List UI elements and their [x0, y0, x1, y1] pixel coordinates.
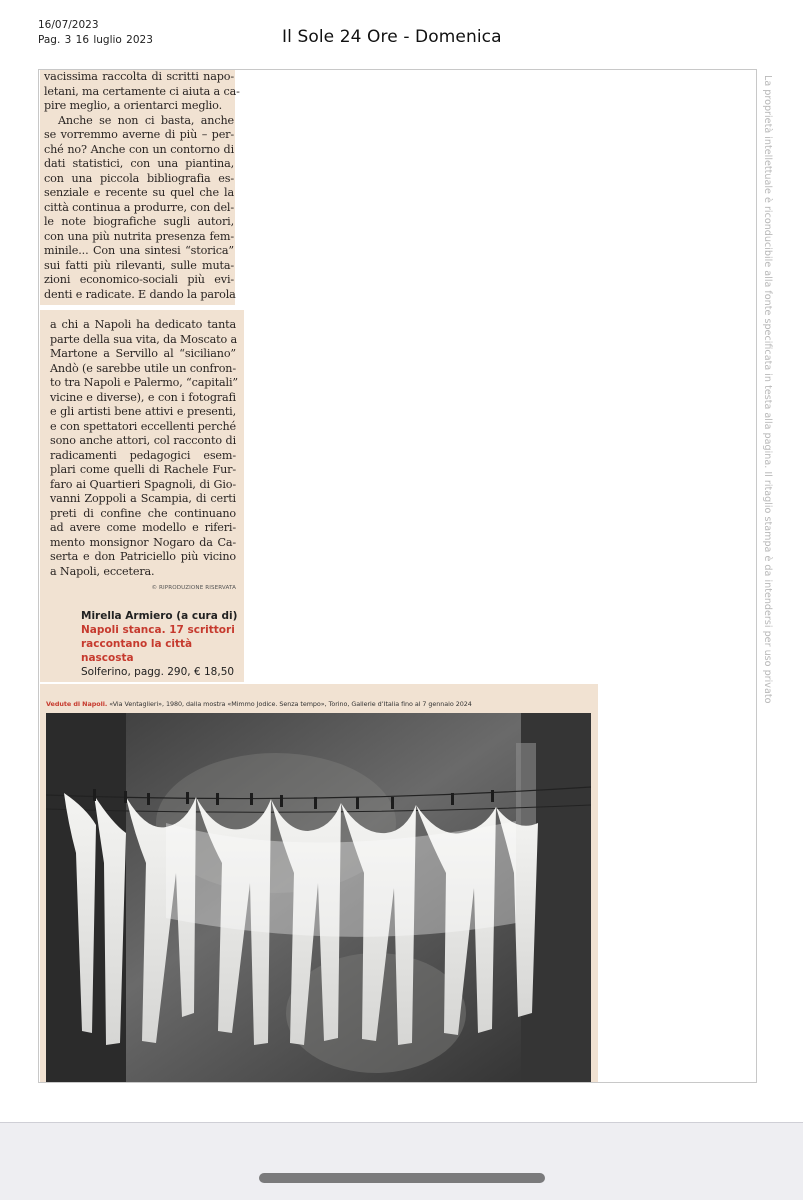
copyright-side-note: La proprietà intellettuale è riconducibile alla fonte specificata in testa alla pagina. Il ritaglio stampa è da intendersi per uso privato: [762, 75, 773, 704]
article-line: plari come quelli di Rachele Fur-: [50, 463, 236, 476]
article-line: to tra Napoli e Palermo, “capitali”: [50, 376, 238, 389]
article-column-bottom: [40, 310, 244, 682]
book-publisher-info: Solferino, pagg. 290, € 18,50: [81, 666, 235, 678]
article-column-top: [40, 70, 240, 305]
article-line: Andò (e sarebbe utile un confron-: [50, 361, 236, 375]
article-line: vacissima raccolta di scritti napo-: [44, 70, 234, 83]
article-line: faro ai Quartieri Spagnoli, di Gio-: [50, 477, 236, 491]
article-line: senziale e recente su quel che la: [44, 186, 234, 199]
home-indicator[interactable]: [259, 1173, 545, 1183]
book-box: [81, 609, 244, 680]
laundry-photo: [46, 713, 591, 1082]
article-line: parte della sua vita, da Moscato a: [50, 332, 237, 346]
article-line: e gli artisti bene attivi e presenti,: [50, 405, 236, 418]
caption-highlight: Vedute di Napoli.: [46, 700, 108, 708]
article-line: letani, ma certamente ci aiuta a ca-: [44, 84, 240, 98]
article-line: a chi a Napoli ha dedicato tanta: [50, 318, 236, 331]
article-line: e con spettatori eccellenti perché: [50, 419, 236, 433]
article-line: a Napoli, eccetera.: [50, 564, 155, 578]
article-line: pire meglio, a orientarci meglio.: [44, 99, 222, 112]
article-line: le note biografiche sugli autori,: [44, 215, 234, 228]
article-line: ché no? Anche con un contorno di: [44, 142, 234, 156]
photo-caption: [46, 700, 472, 708]
photo-clipping: [40, 684, 598, 1082]
article-line: con una più nutrita presenza fem-: [44, 229, 234, 243]
article-line: radicamenti pedagogici esem-: [50, 448, 236, 462]
article-line: preti di confine che continuano: [50, 506, 236, 520]
article-line: serta e don Patriciello più vicino: [50, 550, 236, 563]
article-line: vanni Zoppoli a Scampia, di certi: [50, 492, 236, 505]
article-line: con una piccola bibliografia es-: [44, 171, 234, 185]
book-title-line2: raccontano la città nascosta: [81, 638, 193, 664]
article-line: se vorremmo averne di più – per-: [44, 128, 234, 141]
copyright-notice: © RIPRODUZIONE RISERVATA: [151, 585, 236, 591]
article-line: ad avere come modello e riferi-: [50, 521, 236, 534]
article-line: Anche se non ci basta, anche: [58, 113, 234, 127]
publication-title: Il Sole 24 Ore - Domenica: [282, 27, 502, 47]
article-line: Martone a Servillo al “siciliano”: [50, 347, 236, 360]
article-line: sui fatti più rilevanti, sulle muta-: [44, 258, 234, 272]
article-line: minile... Con una sintesi “storica”: [44, 244, 234, 257]
page-reference: Pag. 3 16 luglio 2023: [38, 34, 153, 46]
article-line: sono anche attori, col racconto di: [50, 434, 236, 447]
article-line: mento monsignor Nogaro da Ca-: [50, 535, 236, 549]
page-edge: [0, 1122, 803, 1123]
article-line: vicine e diverse), e con i fotografi: [50, 390, 236, 404]
book-title-line1: Napoli stanca. 17 scrittori: [81, 624, 235, 636]
article-line: dati statistici, con una piantina,: [44, 157, 234, 170]
book-author: Mirella Armiero (a cura di): [81, 610, 238, 622]
caption-text: «Via Ventaglieri», 1980, dalla mostra «Mimmo Jodice. Senza tempo», Torino, Gallerie d’Italia fino al 7 gennaio 2024: [107, 700, 472, 708]
article-line: denti e radicate. E dando la parola: [44, 287, 236, 301]
clipping-date: 16/07/2023: [38, 19, 99, 31]
article-line: città continua a produrre, con del-: [44, 200, 234, 214]
article-line: zioni economico-sociali più evi-: [44, 273, 234, 286]
